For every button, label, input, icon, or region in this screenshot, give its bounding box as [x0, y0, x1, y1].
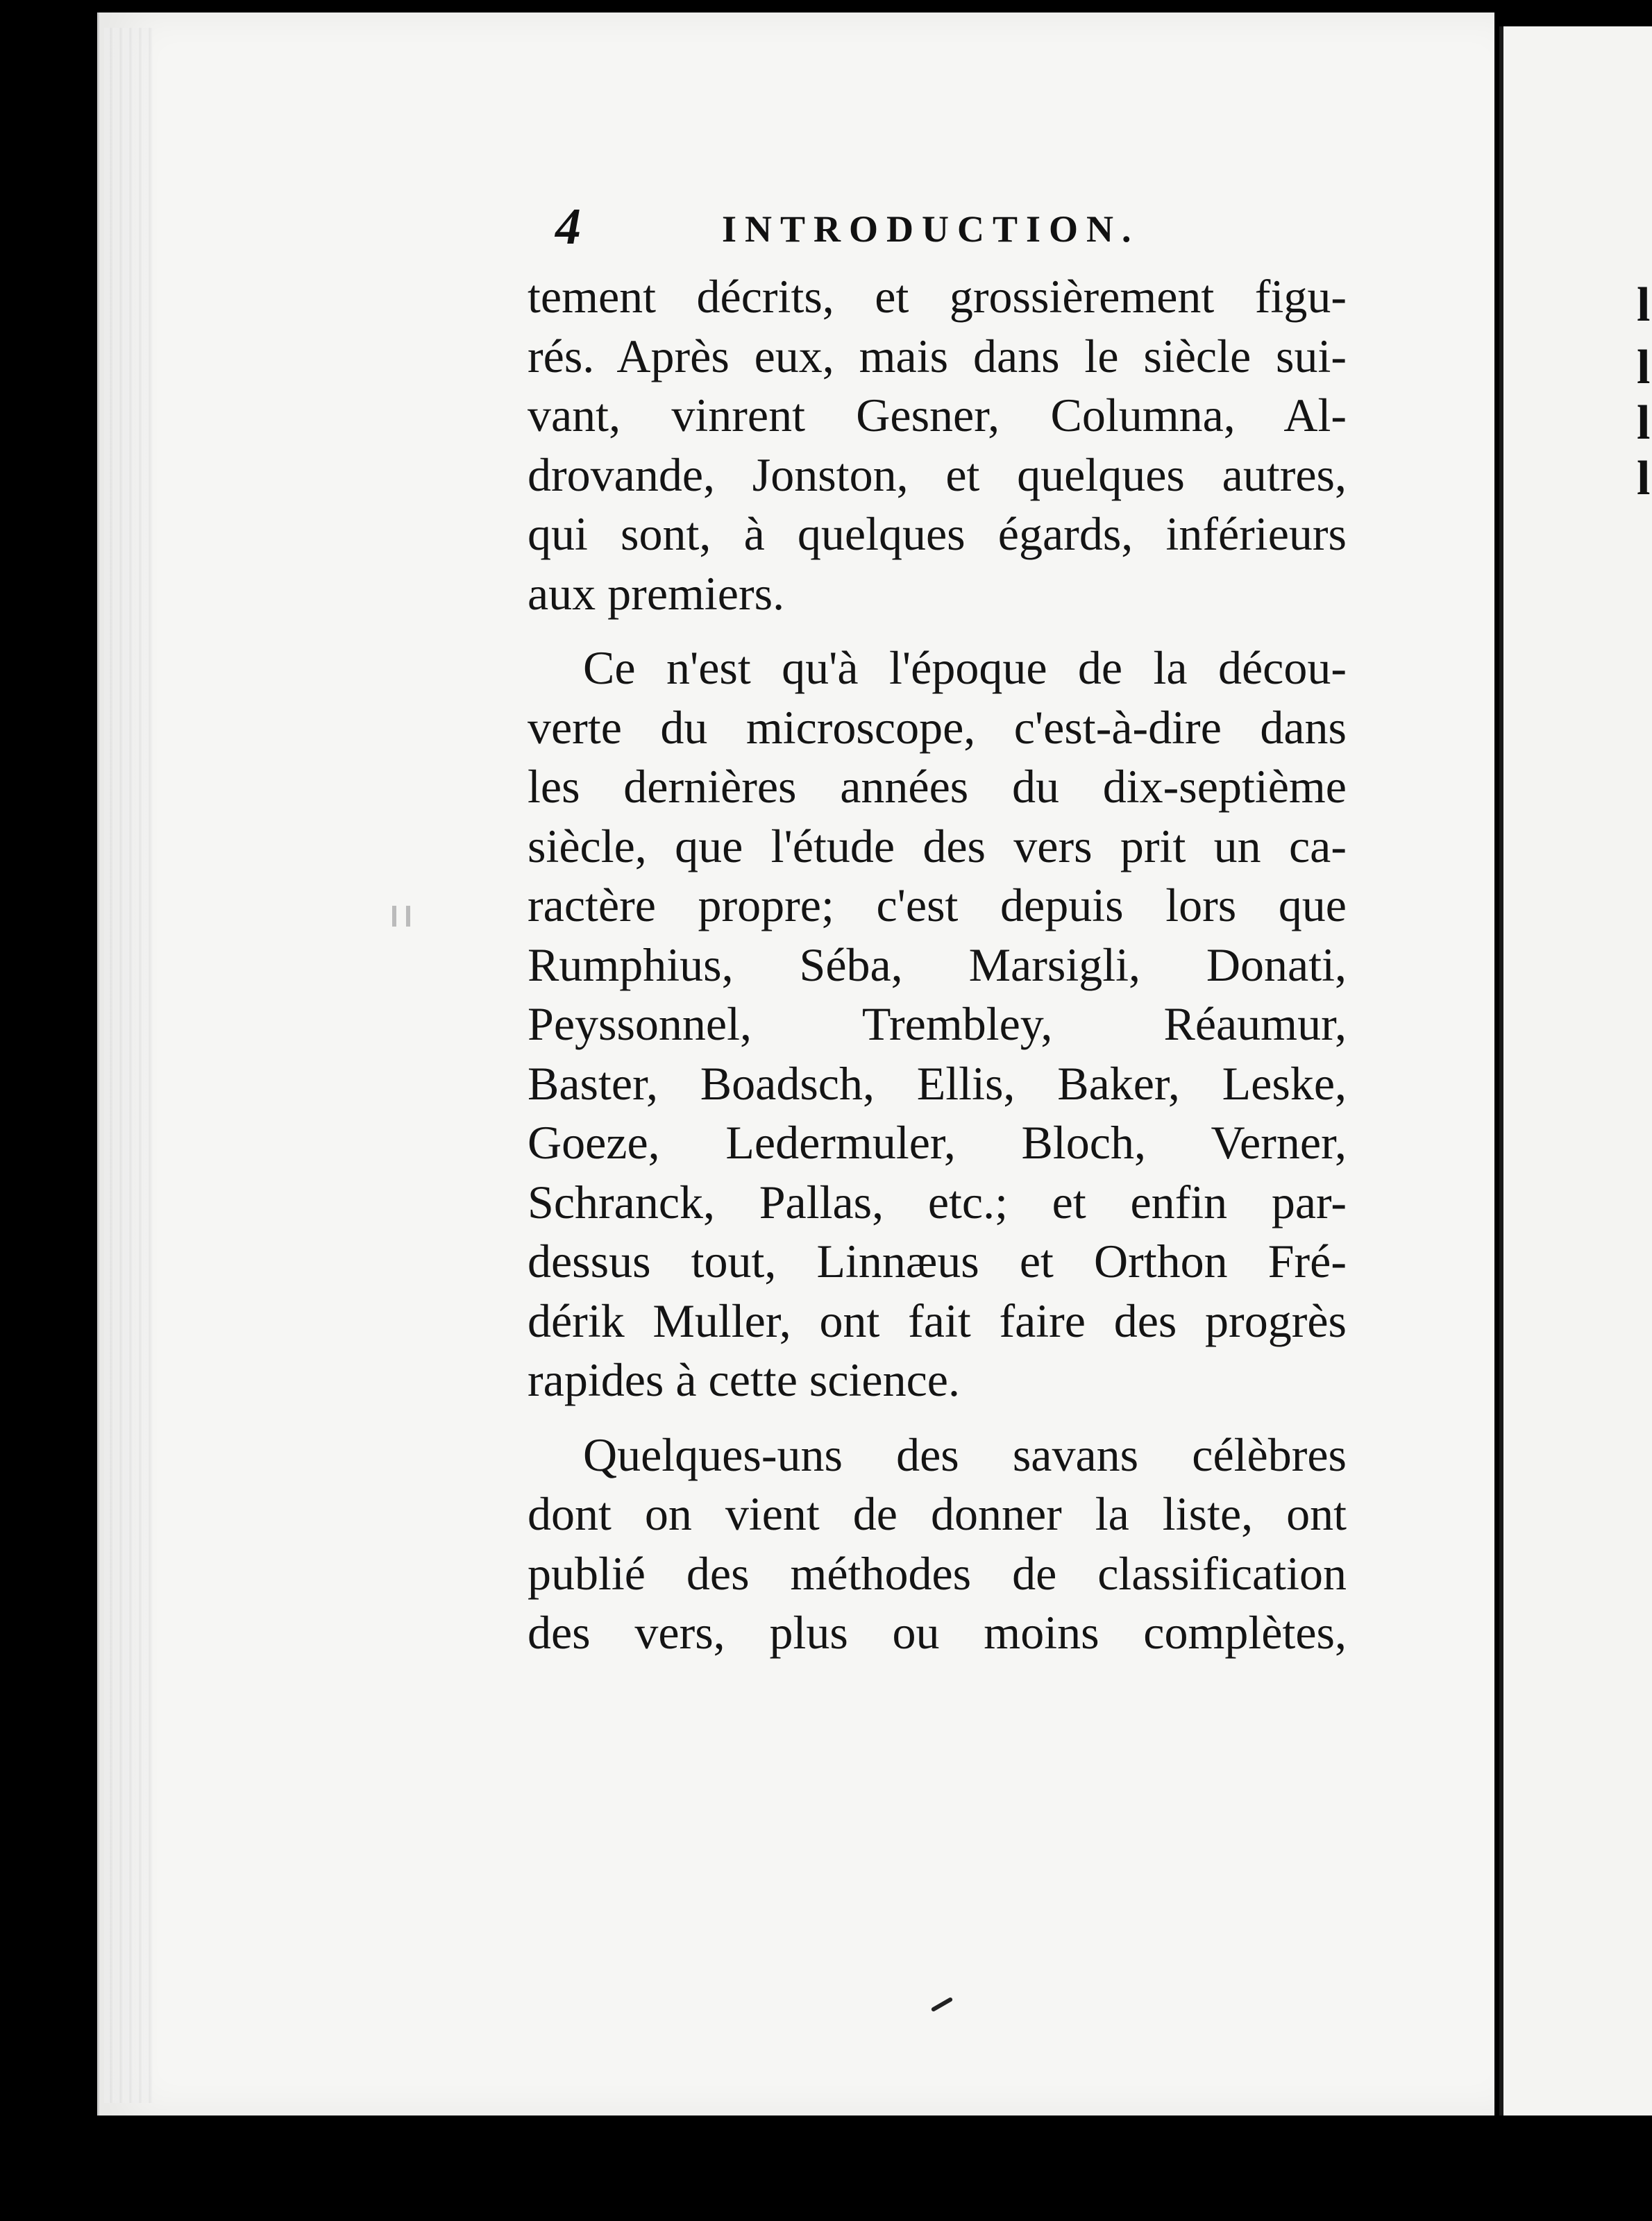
- text-line: qui sont, à quelques égards, inférieurs: [528, 507, 1347, 560]
- text-line: Quelques-uns des savans célèbres: [583, 1428, 1347, 1481]
- ink-mark: [406, 906, 410, 927]
- running-head: INTRODUCTION.: [722, 208, 1140, 250]
- text-line: vant, vinrent Gesner, Columna, Al-: [528, 389, 1347, 441]
- text-line: Rumphius, Séba, Marsigli, Donati,: [528, 938, 1347, 991]
- text-line: Baster, Boadsch, Ellis, Baker, Leske,: [528, 1056, 1347, 1110]
- text-line: Peyssonnel, Trembley, Réaumur,: [528, 997, 1347, 1050]
- text-line: Goeze, Ledermuler, Bloch, Verner,: [528, 1116, 1347, 1169]
- text-line: des vers, plus ou moins complètes,: [528, 1606, 1347, 1659]
- text-line: siècle, que l'étude des vers prit un ca-: [528, 819, 1347, 872]
- text-line: ractère propre; c'est depuis lors que: [528, 879, 1347, 931]
- text-line: les dernières années du dix-septième: [528, 760, 1347, 813]
- facing-page-fragment: l: [1637, 341, 1651, 394]
- text-line: Schranck, Pallas, etc.; et enfin par-: [528, 1175, 1347, 1228]
- text-line: verte du microscope, c'est-à-dire dans: [528, 700, 1347, 754]
- text-line: dessus tout, Linnæus et Orthon Fré-: [528, 1235, 1347, 1287]
- page-edge-texture: [104, 28, 153, 2103]
- text-line: rapides à cette science.: [528, 1353, 960, 1406]
- page-number: 4: [555, 199, 581, 255]
- facing-page: [1499, 26, 1652, 2116]
- facing-page-fragment: l: [1637, 278, 1651, 332]
- text-line: aux premiers.: [528, 566, 785, 620]
- facing-page-fragment: l: [1637, 396, 1651, 450]
- text-line: rés. Après eux, mais dans le siècle sui-: [528, 329, 1347, 382]
- facing-page-fragment: l: [1637, 452, 1651, 505]
- paragraph: [528, 267, 1347, 623]
- text-line: dont on vient de donner la liste, ont: [528, 1487, 1347, 1540]
- paragraph: [528, 639, 1347, 1410]
- text-line: publié des méthodes de classification: [528, 1546, 1347, 1600]
- text-line: Ce n'est qu'à l'époque de la décou-: [583, 641, 1347, 694]
- text-line: drovande, Jonston, et quelques autres,: [528, 448, 1347, 501]
- page-header: [548, 198, 1347, 260]
- paragraph: [528, 1426, 1347, 1663]
- ink-mark: [392, 906, 396, 927]
- text-line: tement décrits, et grossièrement figu-: [528, 270, 1347, 323]
- text-line: dérik Muller, ont fait faire des progrès: [528, 1294, 1347, 1347]
- body-text: [528, 267, 1347, 1663]
